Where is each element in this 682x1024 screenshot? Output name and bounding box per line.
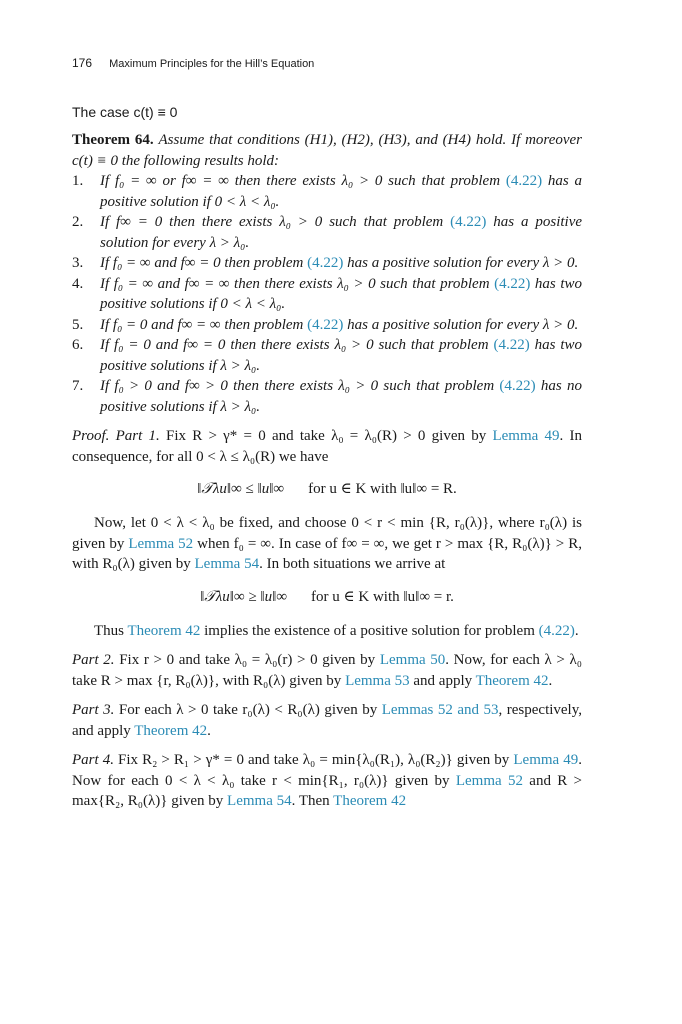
equation-ref-link[interactable]: (4.22) [505, 173, 543, 189]
part-4-label: Part 4. [72, 752, 114, 768]
proof-text: when f₀ = ∞. In case of f∞ = ∞, we get r > max {R, R₀(λ)} > R, with R₀(λ) given by [72, 535, 582, 572]
item-text-after: has two positive solutions if λ > λ₀. [100, 337, 583, 374]
equation-condition: for u ∈ K with ‖u‖∞ = r. [311, 588, 454, 605]
item-text: If f₀ = ∞ or f∞ = ∞ then there exists λ₀ > 0 such that problem [100, 173, 501, 189]
proof-text: Fix R > γ* = 0 and take λ₀ = λ₀(R) > 0 given by [166, 428, 487, 444]
part-3-label: Part 3. [72, 702, 115, 718]
theorem-item-1 [72, 171, 582, 212]
proof-text: Fix R₂ > R₁ > γ* = 0 and take λ₀ = min{λ₀(R₁), λ₀(R₂)} given by [118, 752, 510, 768]
proof-part-4 [72, 750, 582, 812]
item-text-after: has a positive solution for every λ > λ₀. [100, 214, 583, 251]
proof-text: . [548, 672, 553, 689]
equation-ref-link[interactable]: (4.22) [493, 337, 530, 353]
item-number: 1. [72, 173, 84, 189]
item-text-after: has a positive solution for every λ > 0. [347, 255, 579, 271]
proof-text: Thus [94, 622, 124, 639]
equation-lhs: ‖𝒯λu‖∞ ≥ ‖u‖∞ [200, 588, 288, 605]
lemma-54-link[interactable]: Lemma 54 [227, 793, 292, 809]
proof-text: . Now for each 0 < λ < λ₀ take r < min{R₁, r₀(λ)} given by [72, 752, 582, 789]
item-text-after: has a positive solution if 0 < λ < λ₀. [100, 173, 583, 210]
equation-ref-link[interactable]: (4.22) [499, 378, 536, 394]
lemma-49-link[interactable]: Lemma 49 [492, 428, 560, 444]
equation-ref-link[interactable]: (4.22) [450, 214, 487, 230]
page-number: 176 [72, 56, 93, 70]
running-head [72, 52, 582, 74]
theorem-intro-text: Assume that conditions (H1), (H2), (H3), and (H4) hold. If moreover c(t) ≡ 0 the following results hold: [72, 132, 583, 169]
theorem-label: Theorem 64. [72, 132, 154, 148]
proof-text: implies the existence of a positive solution for problem [204, 622, 535, 639]
theorem-intro [72, 130, 582, 171]
proof-text: . Now, for each λ > λ₀ take R > max {r, R₀(λ)}, with R₀(λ) given by [72, 652, 582, 689]
theorem-block [72, 130, 582, 417]
section-title: The case c(t) ≡ 0 [72, 104, 178, 120]
equation-ref-link[interactable]: (4.22) [307, 316, 344, 333]
item-number: 6. [72, 337, 84, 353]
item-text: If f₀ > 0 and f∞ > 0 then there exists λ₀ > 0 such that problem [100, 378, 495, 394]
item-number: 4. [72, 275, 84, 292]
item-text-after: has two positive solutions if 0 < λ < λ₀. [100, 275, 582, 312]
proof-text: . In both situations we arrive at [259, 556, 446, 572]
theorem-list [72, 171, 582, 417]
proof-part-1 [72, 426, 582, 467]
display-equation-1 [72, 479, 582, 499]
proof-part-3 [72, 700, 582, 741]
theorem-42-link[interactable]: Theorem 42 [333, 793, 407, 809]
part-2-label: Part 2. [72, 652, 115, 668]
theorem-item-3 [72, 253, 582, 274]
equation-ref-link[interactable]: (4.22) [494, 275, 531, 292]
lemma-54-link[interactable]: Lemma 54 [194, 556, 260, 572]
proof-text: Now, let 0 < λ < λ₀ be fixed, and choose 0 < r < min {R, r₀(λ)}, where r₀(λ) is given by [72, 515, 582, 552]
theorem-item-4 [72, 274, 582, 315]
theorem-item-6 [72, 335, 582, 376]
lemma-50-link[interactable]: Lemma 50 [379, 652, 446, 668]
equation-ref-link[interactable]: (4.22) [538, 622, 575, 639]
item-text-after: has a positive solution for every λ > 0. [347, 316, 579, 333]
lemma-52-link[interactable]: Lemma 52 [455, 772, 523, 789]
proof-text: , respectively, and apply [72, 702, 583, 739]
proof-text: For each λ > 0 take r₀(λ) < R₀(λ) given by [118, 702, 378, 718]
proof-paragraph-2 [72, 513, 582, 575]
proof-text: Fix r > 0 and take λ₀ = λ₀(r) > 0 given by [119, 652, 376, 668]
lemmas-52-53-link[interactable]: Lemmas 52 and 53 [381, 702, 499, 718]
theorem-42-link[interactable]: Theorem 42 [134, 722, 208, 739]
proof-text: . [574, 622, 579, 639]
running-title: Maximum Principles for the Hill’s Equation [109, 58, 315, 70]
theorem-42-link[interactable]: Theorem 42 [127, 622, 201, 639]
item-number: 3. [72, 255, 84, 271]
item-text-after: has no positive solutions if λ > λ₀. [100, 378, 582, 415]
item-text: If f∞ = 0 then there exists λ₀ > 0 such that problem [100, 214, 444, 230]
part-1-label: Part 1. [115, 428, 160, 444]
display-equation-2 [72, 587, 582, 607]
lemma-53-link[interactable]: Lemma 53 [345, 672, 410, 689]
theorem-item-2 [72, 212, 582, 253]
lemma-52-link[interactable]: Lemma 52 [128, 535, 194, 552]
lemma-49-link[interactable]: Lemma 49 [513, 752, 579, 768]
item-text: If f₀ = 0 and f∞ = ∞ then problem [100, 316, 304, 333]
proof-text: . [207, 722, 211, 739]
equation-condition: for u ∈ K with ‖u‖∞ = R. [308, 481, 457, 497]
proof-text: and R > max{R₂, R₀(λ)} given by [72, 772, 583, 809]
proof-text: . Then [291, 793, 330, 809]
theorem-item-7 [72, 376, 582, 417]
equation-ref-link[interactable]: (4.22) [307, 255, 344, 271]
proof-paragraph-3 [72, 621, 582, 642]
page [72, 52, 582, 812]
equation-lhs: ‖𝒯λu‖∞ ≤ ‖u‖∞ [197, 481, 285, 497]
theorem-item-5 [72, 315, 582, 336]
item-text: If f₀ = ∞ and f∞ = 0 then problem [100, 255, 304, 271]
proof-text: . In consequence, for all 0 < λ ≤ λ₀(R) we have [72, 428, 582, 465]
theorem-42-link[interactable]: Theorem 42 [475, 672, 549, 689]
item-text: If f₀ = 0 and f∞ = 0 then there exists λ₀ > 0 such that problem [100, 337, 489, 353]
proof-part-2 [72, 650, 582, 691]
item-number: 5. [72, 316, 84, 333]
item-number: 2. [72, 214, 84, 230]
item-text: If f₀ = ∞ and f∞ = ∞ then there exists λ₀ > 0 such that problem [100, 275, 490, 292]
proof-text: and apply [413, 672, 473, 689]
item-number: 7. [72, 378, 84, 394]
proof-label: Proof. [72, 428, 110, 444]
